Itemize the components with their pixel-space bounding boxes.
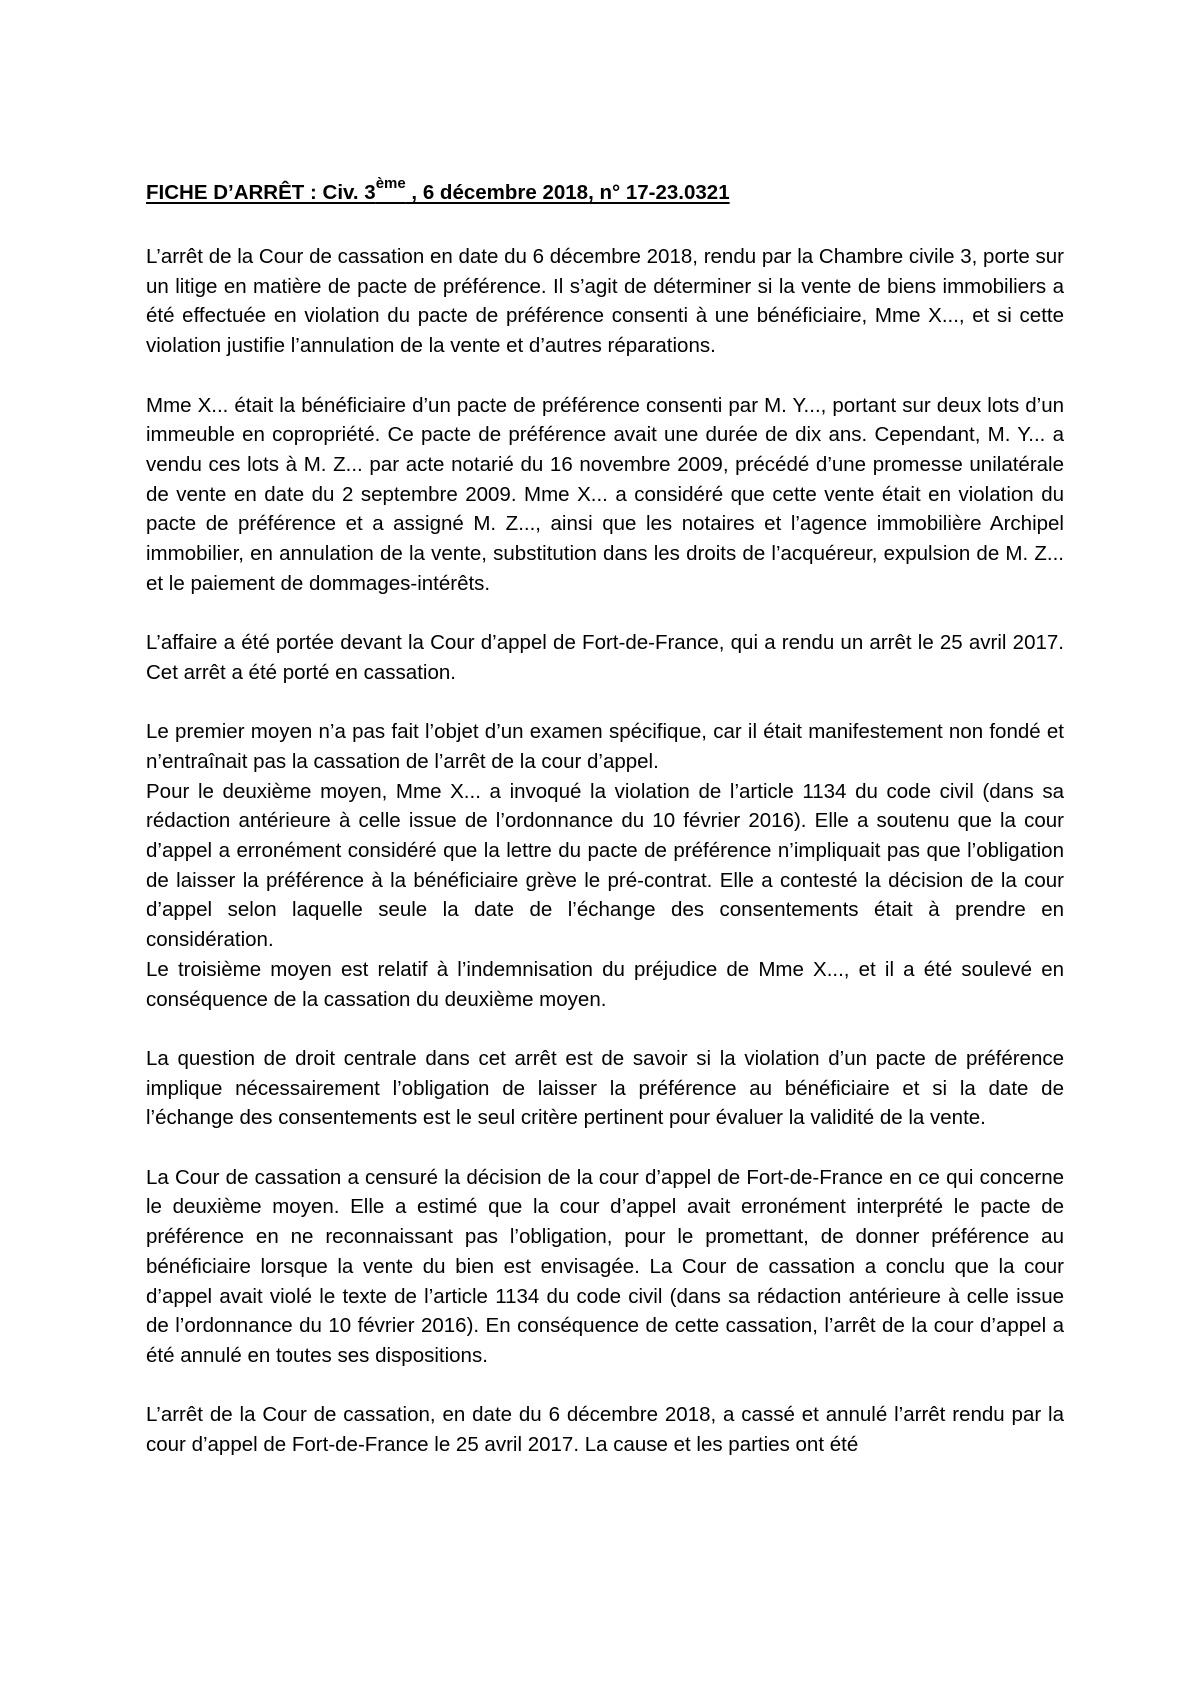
title-suffix: , 6 décembre 2018, n° 17-23.0321 [405,181,730,204]
paragraph-solution: La Cour de cassation a censuré la décision de la cour d’appel de Fort-de-France en ce qui concerne le deuxième moyen. Elle a estimé que la cour d’appel avait erronément interprété le pacte de préférence en ne reconnaissant pas l’obligation, pour le promettant, de donner préférence au bénéficiaire lorsque la vente du bien est envisagée. La Cour de cassation a conclu que la cour d’appel avait violé le texte de l’article 1134 du code civil (dans sa rédaction antérieure à celle issue de l’ordonnance du 10 février 2016). En conséquence de cette cassation, l’arrêt de la cour d’appel a été annulé en toutes ses dispositions. [146,1165,1064,1367]
paragraph-first-moyen: Le premier moyen n’a pas fait l’objet d’un examen spécifique, car il était manifestement non fondé et n’entraînait pas la cassation de l’arrêt de la cour d’appel. [146,720,1064,773]
paragraph-third-moyen: Le troisième moyen est relatif à l’indemnisation du préjudice de Mme X..., et il a été soulevé en conséquence de la cassation du deuxième moyen. [146,957,1064,1011]
title-prefix: FICHE D’ARRÊT : Civ. 3 [146,181,376,204]
document-title [146,175,1064,208]
title-superscript: ème [375,175,406,192]
paragraph-procedure: L’affaire a été portée devant la Cour d’appel de Fort-de-France, qui a rendu un arrêt le 25 avril 2017. Cet arrêt a été porté en cassation. [146,631,1064,684]
title-underlined [146,175,730,204]
paragraph-legal-question: La question de droit centrale dans cet arrêt est de savoir si la violation d’un pacte de préférence implique nécessairement l’obligation de laisser la préférence au bénéficiaire et si la date de l’échange des consentements est le seul critère pertinent pour évaluer la validité de la vente. [146,1046,1064,1130]
document-body [146,175,1064,1489]
paragraph-conclusion: L’arrêt de la Cour de cassation, en date du 6 décembre 2018, a cassé et annulé l’arrêt rendu par la cour d’appel de Fort-de-France le 25 avril 2017. La cause et les parties ont été [146,1403,1064,1457]
paragraph-second-moyen: Pour le deuxième moyen, Mme X... a invoqué la violation de l’article 1134 du code civil (dans sa rédaction antérieure à celle issue de l’ordonnance du 10 février 2016). Elle a soutenu que la cour d’appel a erronément considéré que la lettre du pacte de préférence n’impliquait pas que l’obligation de laisser la préférence à la bénéficiaire grève le pré-contrat. Elle a contesté la décision de la cour d’appel selon laquelle seule la date de l’échange des consentements était à prendre en considération. [146,779,1064,952]
paragraph-facts: Mme X... était la bénéficiaire d’un pacte de préférence consenti par M. Y..., portant sur deux lots d’un immeuble en copropriété. Ce pacte de préférence avait une durée de dix ans. Cependant, M. Y... a vendu ces lots à M. Z... par acte notarié du 16 novembre 2009, précédé d’une promesse unilatérale de vente en date du 2 septembre 2009. Mme X... a considéré que cette vente était en violation du pacte de préférence et a assigné M. Z..., ainsi que les notaires et l’agence immobilière Archipel immobilier, en annulation de la vente, substitution dans les droits de l’acquéreur, expulsion de M. Z... et le paiement de dommages-intérêts. [146,393,1064,595]
paragraph-introduction: L’arrêt de la Cour de cassation en date du 6 décembre 2018, rendu par la Chambre civile 3, porte sur un litige en matière de pacte de préférence. Il s’agit de déterminer si la vente de biens immobiliers a été effectuée en violation du pacte de préférence consenti à une bénéficiaire, Mme X..., et si cette violation justifie l’annulation de la vente et d’autres réparations. [146,245,1064,358]
